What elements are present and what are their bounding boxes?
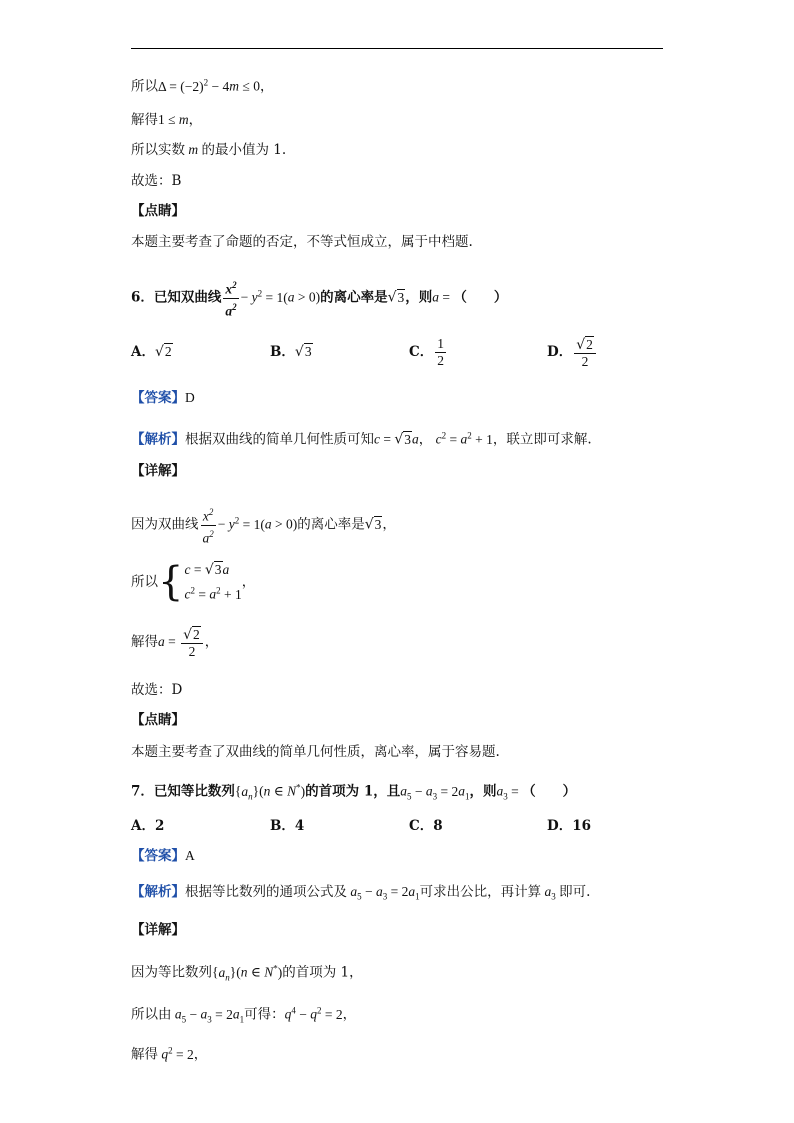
- text: 根据双曲线的简单几何性质可知: [185, 431, 374, 448]
- option-label: D．: [547, 344, 573, 360]
- q6-detail-1: 因为双曲线 $\frac{x^2}{a^2}$ − $y^2 = 1(a > 0)$的离心率是√3，: [131, 507, 396, 545]
- text: 所以由: [131, 1006, 172, 1023]
- text: 解得: [131, 634, 158, 650]
- q7-option-a: [131, 816, 164, 836]
- text: （ ）: [522, 783, 577, 800]
- option-label: C．: [409, 818, 434, 834]
- text: （ ）: [453, 289, 508, 306]
- q7-stem: 7．已知等比数列$\{a_n\}(n$ ∈ N*)的首项为 1，且$a_5 - a_3 = 2a_1$，则$a_3$ = （ ）: [131, 782, 577, 802]
- q6-option-c: C． $\frac{1}{2}$: [409, 336, 444, 368]
- text: 的离心率是: [320, 289, 388, 306]
- text: 所以实数: [131, 142, 185, 158]
- prev-line-solve: 解得1 ≤ m，: [131, 112, 203, 128]
- q6-analysis: 【解析】根据双曲线的简单几何性质可知c = √3a， $c^2 = a^2 + 1$，联立即可求解.: [131, 430, 592, 448]
- q6-answer: [131, 388, 195, 408]
- text: ，: [382, 516, 396, 533]
- option-value: 8: [433, 818, 443, 834]
- q6-option-a: A．√2: [131, 344, 172, 360]
- text: ，: [204, 634, 219, 650]
- q6-option-d: D． $\frac{√2}{2}$: [547, 334, 598, 370]
- question-number: 6．已知双曲线: [131, 289, 222, 306]
- q6-comment-text: 本题主要考查了双曲线的简单几何性质，离心率，属于容易题.: [131, 744, 500, 760]
- header-rule: [131, 48, 663, 49]
- option-value: 2: [154, 818, 165, 834]
- text: ，则: [469, 783, 497, 800]
- answer-value: D: [185, 390, 195, 405]
- q7-detail-3: 解得 $q^2 = 2$，: [131, 1045, 208, 1063]
- prev-line-discriminant: 所以$\Delta = (-2)^2 - 4m \le 0$，: [131, 77, 274, 95]
- q6-option-b: B．√3: [270, 344, 312, 360]
- q7-answer: [131, 846, 195, 866]
- question-number: 7．已知等比数列: [131, 783, 235, 800]
- q7-detail-2: 所以由 $a_5 - a_3 = 2a_1$可得：$q^4 - q^2 = 2$，: [131, 1005, 357, 1025]
- q7-detail-tag: 【详解】: [131, 922, 185, 938]
- text: ，: [193, 1046, 208, 1063]
- text: ，: [259, 78, 274, 95]
- text: 因为等比数列: [131, 964, 212, 981]
- option-label: A．: [131, 344, 155, 360]
- prev-line-min: 所以实数 m 的最小值为 1.: [131, 142, 287, 158]
- text: 因为双曲线: [131, 516, 199, 533]
- text: 的离心率是: [297, 516, 365, 533]
- text: 所以: [131, 573, 158, 590]
- answer-value: A: [185, 848, 195, 863]
- option-label: C．: [409, 344, 434, 360]
- text: 的最小值为 1.: [201, 142, 287, 158]
- text: 可求出公比，再计算: [419, 884, 542, 900]
- analysis-tag: 【解析】: [131, 431, 185, 448]
- answer-tag: 【答案】: [131, 390, 185, 406]
- analysis-tag: 【解析】: [131, 884, 185, 900]
- q7-analysis: 【解析】根据等比数列的通项公式及 $a_5 - a_3 = 2a_1$可求出公比，再计算 $a_3$ 即可.: [131, 884, 591, 902]
- q6-stem: 6．已知双曲线 $\frac{x^2}{a^2}$ − $y^2 = 1(a > 0)$的离心率是√3，则a = （ ）: [131, 280, 508, 318]
- option-value: 4: [294, 818, 305, 834]
- option-label: A．: [131, 818, 155, 834]
- option-label: D．: [547, 818, 573, 834]
- text: ，: [342, 1006, 357, 1023]
- text: ，联立即可求解.: [492, 431, 592, 448]
- prev-comment-text: 本题主要考查了命题的否定，不等式恒成立，属于中档题.: [131, 234, 473, 250]
- option-value: 16: [572, 818, 592, 834]
- q6-detail-2: 所以{ c = √3a $c^2 = a^2 + 1$ ，: [131, 559, 256, 606]
- answer-tag: 【答案】: [131, 848, 185, 864]
- option-label: B．: [270, 344, 295, 360]
- text: 的首项为 1，: [282, 964, 363, 981]
- q7-option-b: [270, 816, 304, 836]
- text: 解得: [131, 112, 158, 128]
- text: 所以: [131, 78, 158, 95]
- text: 可得：: [244, 1006, 285, 1023]
- prev-comment-label: 【点睛】: [131, 203, 185, 219]
- text: 根据等比数列的通项公式及: [185, 884, 347, 900]
- q6-detail-tag: 【详解】: [131, 463, 185, 479]
- q7-option-c: [409, 816, 443, 836]
- text: ，: [241, 573, 256, 590]
- text: 解得: [131, 1046, 158, 1063]
- q6-comment-label: 【点睛】: [131, 712, 185, 728]
- q6-detail-3: 解得a = $\frac{√2}{2}$ ，: [131, 626, 219, 659]
- q7-detail-1: 因为等比数列$\{a_n\}(n$ ∈ N*)的首项为 1，: [131, 963, 363, 983]
- q7-option-d: [547, 816, 591, 836]
- text: 的首项为 1，且: [305, 783, 401, 800]
- option-label: B．: [270, 818, 295, 834]
- text: ，: [418, 431, 433, 448]
- prev-answer-choice: 故选：B: [131, 173, 182, 189]
- text: ，则: [405, 289, 433, 306]
- text: ，: [188, 112, 203, 128]
- q6-choose: 故选：D: [131, 682, 183, 698]
- text: 即可.: [559, 884, 591, 900]
